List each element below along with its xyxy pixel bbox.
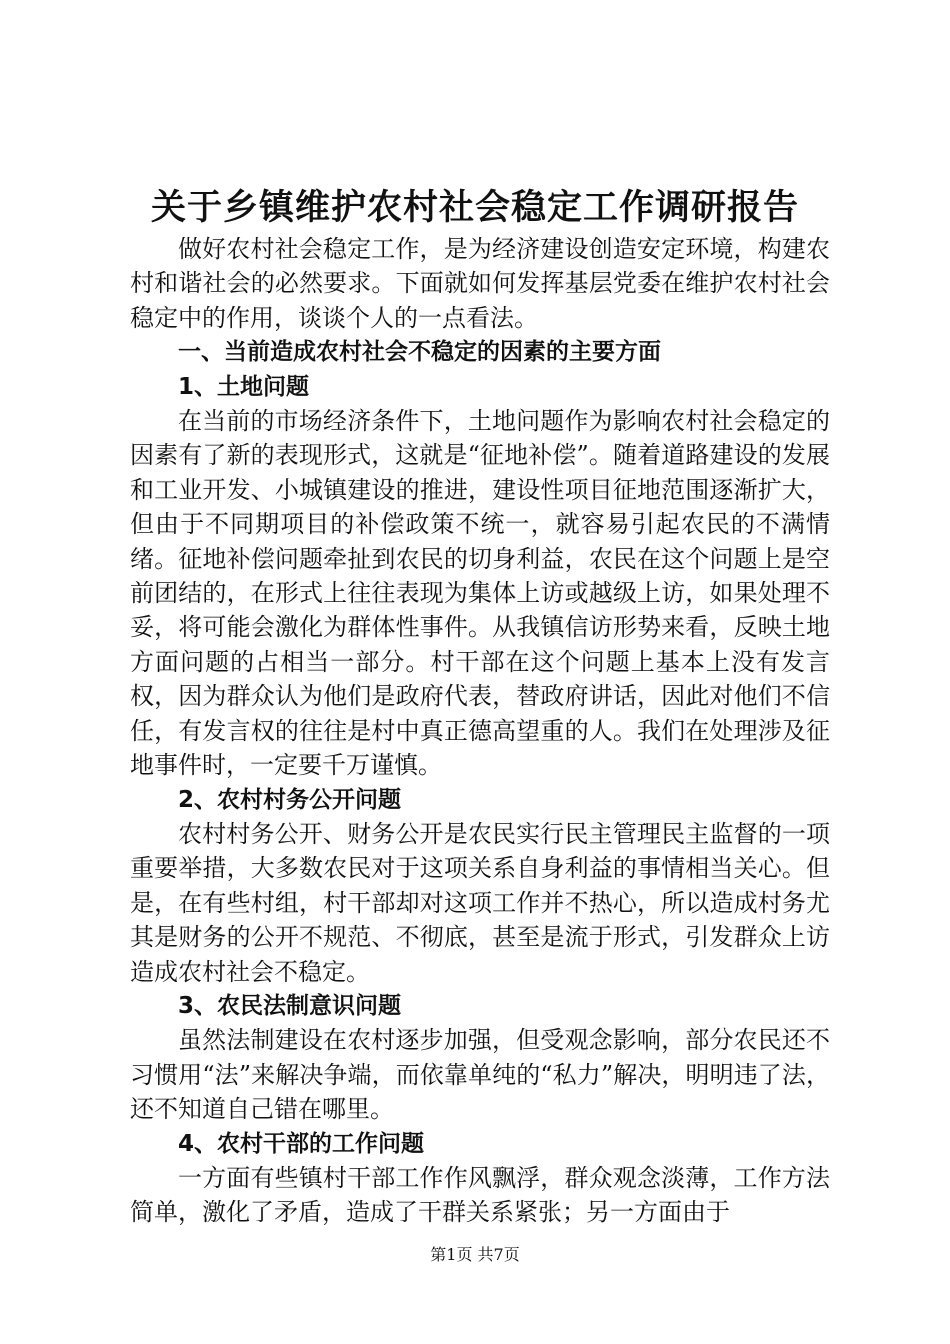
subsection-heading-cadre-work: 4、农村干部的工作问题 bbox=[178, 1130, 425, 1157]
document-body bbox=[130, 232, 830, 1230]
paragraph-legal-awareness: 虽然法制建设在农村逐步加强，但受观念影响，部分农民还不习惯用“法”来解决争端，而依靠单纯的“私力”解决，明明违了法，还不知道自己错在哪里。 bbox=[130, 1026, 830, 1124]
subsection-heading-land: 1、土地问题 bbox=[178, 373, 310, 400]
document-title: 关于乡镇维护农村社会稳定工作调研报告 bbox=[150, 188, 799, 228]
paragraph-village-affairs: 农村村务公开、财务公开是农民实行民主管理民主监督的一项重要举措，大多数农民对于这项关系自身利益的事情相当关心。但是，在有些村组，村干部却对这项工作并不热心，所以造成村务尤其是财务的公开不规范、不彻底，甚至是流于形式，引发群众上访造成农村社会不稳定。 bbox=[130, 819, 830, 986]
subsection-heading-legal-awareness: 3、农民法制意识问题 bbox=[178, 992, 402, 1019]
subsection-heading-village-affairs: 2、农村村务公开问题 bbox=[178, 786, 402, 813]
paragraph-land: 在当前的市场经济条件下，土地问题作为影响农村社会稳定的因素有了新的表现形式，这就是“征地补偿”。随着道路建设的发展和工业开发、小城镇建设的推进，建设性项目征地范围逐渐扩大，但由于不同期项目的补偿政策不统一，就容易引起农民的不满情绪。征地补偿问题牵扯到农民的切身利益，农民在这个问题上是空前团结的，在形式上往往表现为集体上访或越级上访，如果处理不妥，将可能会激化为群体性事件。从我镇信访形势来看，反映土地方面问题的占相当一部分。村干部在这个问题上基本上没有发言权，因为群众认为他们是政府代表，替政府讲话，因此对他们不信任，有发言权的往往是村中真正德高望重的人。我们在处理涉及征地事件时，一定要千万谨慎。 bbox=[130, 407, 830, 780]
section-heading-1: 一、当前造成农村社会不稳定的因素的主要方面 bbox=[178, 339, 661, 366]
paragraph-cadre-work: 一方面有些镇村干部工作作风飘浮，群众观念淡薄，工作方法简单，激化了矛盾，造成了干群关系紧张；另一方面由于 bbox=[130, 1163, 830, 1227]
intro-paragraph: 做好农村社会稳定工作，是为经济建设创造安定环境，构建农村和谐社会的必然要求。下面就如何发挥基层党委在维护农村社会稳定中的作用，谈谈个人的一点看法。 bbox=[130, 235, 830, 332]
page-footer: 第1页 共7页 bbox=[430, 1245, 520, 1264]
